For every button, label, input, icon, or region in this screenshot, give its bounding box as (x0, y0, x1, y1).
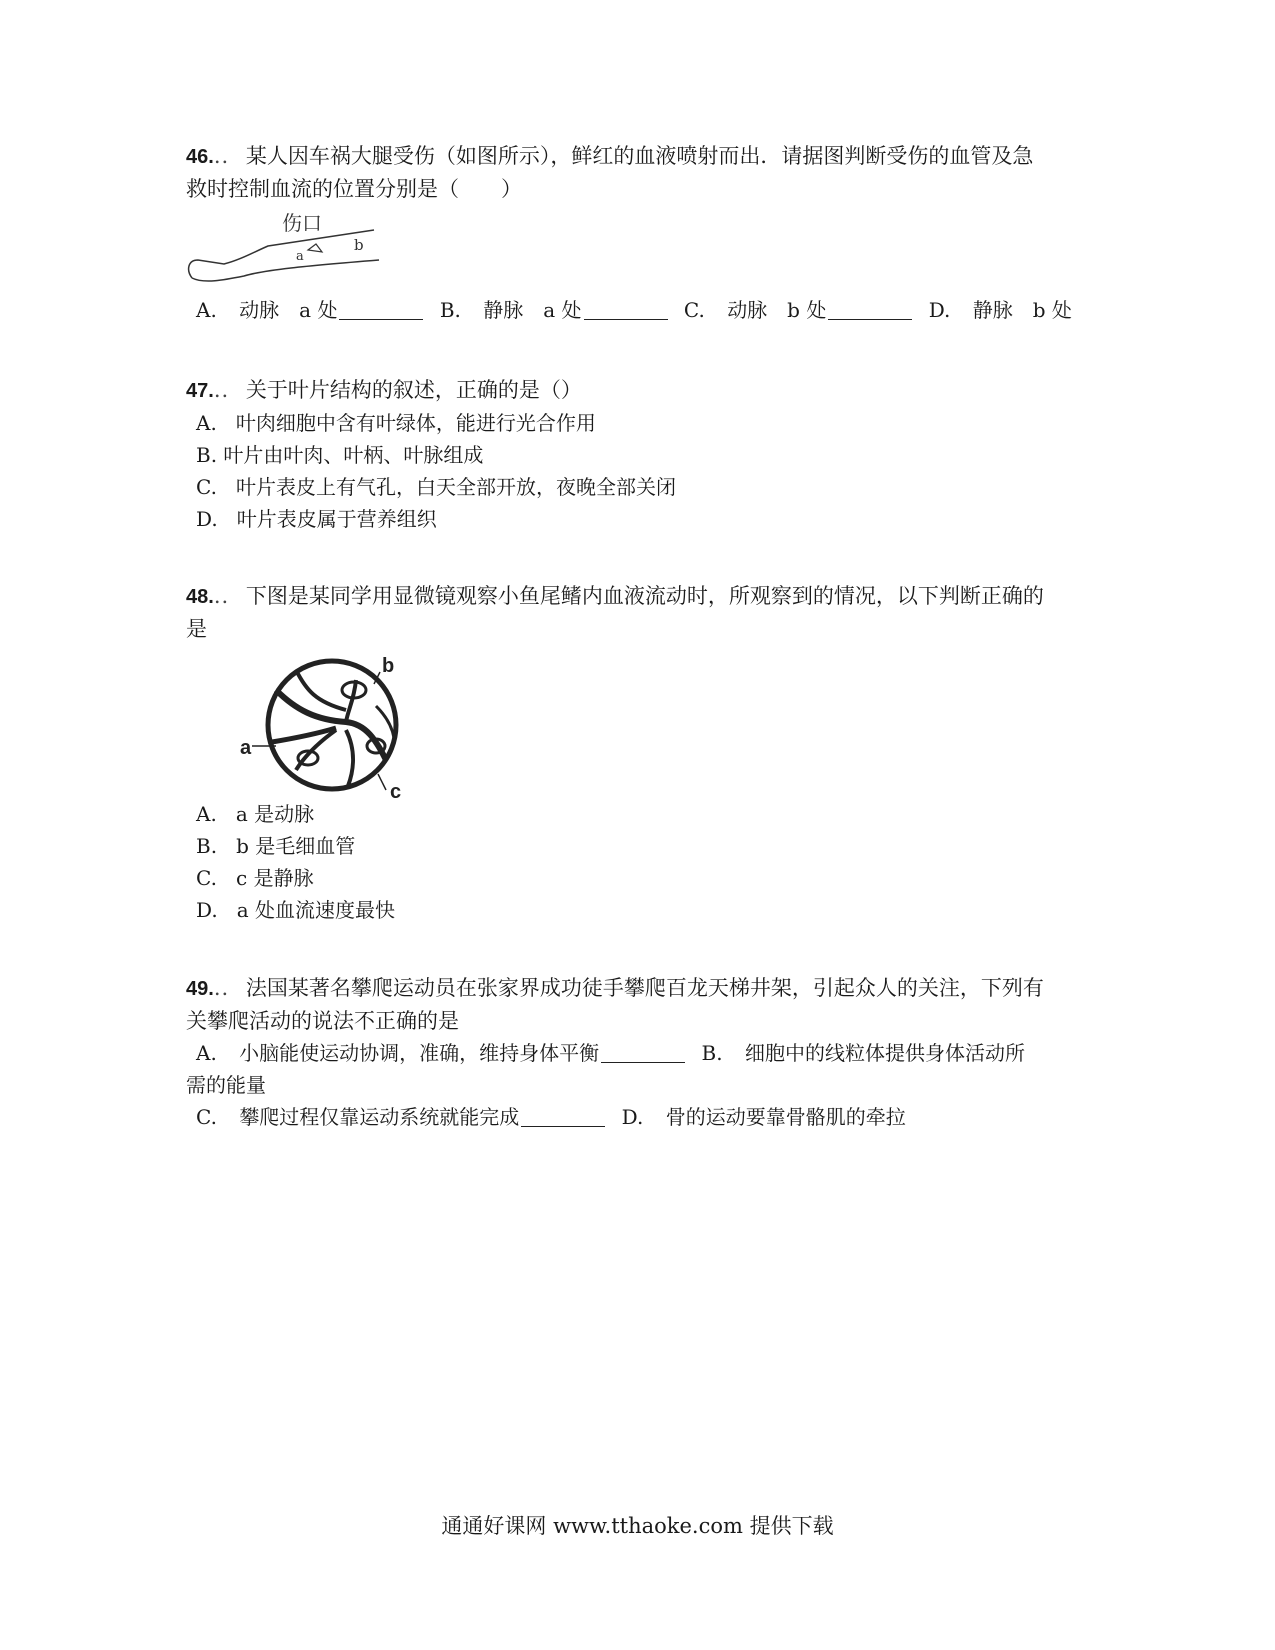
option-b-label: B. (439, 298, 461, 322)
question-number: 48. (186, 586, 214, 608)
option-a-label: A. (196, 1041, 217, 1065)
label-c: c (390, 781, 402, 800)
answer-blank (601, 1042, 685, 1063)
option-b: B. b 是毛细血管 (196, 834, 356, 858)
option-d-text: 骨的运动要靠骨骼肌的牵拉 (665, 1105, 906, 1129)
option-c: C. 叶片表皮上有气孔，白天全部开放，夜晚全部关闭 (196, 475, 677, 499)
question-48 (186, 580, 1086, 645)
question-number: 47. (186, 380, 214, 402)
answer-blank (339, 299, 423, 320)
option-b-text: 细胞中的线粒体提供身体活动所 (744, 1041, 1025, 1065)
option-d-label: D. (928, 298, 951, 322)
question-stem: 下图是某同学用显微镜观察小鱼尾鳍内血液流动时，所观察到的情况，以下判断正确的 (245, 584, 1044, 608)
question-stem-cont: 关攀爬活动的说法不正确的是 (186, 1009, 459, 1033)
answer-blank (584, 299, 668, 320)
question-stem-cont: 救时控制血流的位置分别是（ ） (186, 177, 522, 201)
label-b: b (354, 236, 364, 254)
option-b-label: B. (701, 1041, 723, 1065)
label-b: b (382, 655, 395, 677)
option-d-label: D. (621, 1105, 644, 1129)
options-row-2 (186, 1101, 1086, 1133)
question-49 (186, 972, 1086, 1133)
option-a-label: A. (196, 298, 217, 322)
question-stem-cont: 是 (186, 617, 207, 641)
answer-blank (828, 299, 912, 320)
question-stem: 某人因车祸大腿受伤（如图所示），鲜红的血液喷射而出．请据图判断受伤的血管及急 (245, 144, 1034, 168)
option-d: D. 叶片表皮属于营养组织 (196, 507, 437, 531)
question-number: 46. (186, 146, 214, 168)
option-a-text: 动脉 a 处 (239, 298, 338, 322)
question-dots: .. (213, 584, 230, 608)
question-stem: 关于叶片结构的叙述，正确的是（） (245, 378, 582, 402)
option-c-text: 动脉 b 处 (727, 298, 827, 322)
option-c-text: 攀爬过程仅靠运动系统就能完成 (239, 1105, 520, 1129)
option-d-text: 静脉 b 处 (972, 298, 1072, 322)
question-47 (186, 374, 1086, 535)
question-number: 49. (186, 978, 214, 1000)
option-c-label: C. (683, 298, 705, 322)
label-a: a (296, 249, 304, 264)
leg-wound-figure (184, 208, 394, 290)
label-a: a (240, 737, 252, 759)
question-dots: .. (213, 144, 230, 168)
question-dots: .. (213, 378, 230, 402)
option-a: A. 叶肉细胞中含有叶绿体，能进行光合作用 (196, 411, 596, 435)
options-row-1 (186, 1037, 1086, 1069)
options-row (186, 294, 1086, 326)
option-d: D. a 处血流速度最快 (196, 898, 396, 922)
page-footer: 通通好课网 www.tthaoke.com 提供下载 (441, 1514, 834, 1538)
option-b-text: 静脉 a 处 (483, 298, 582, 322)
option-c-label: C. (196, 1105, 217, 1129)
wound-label: 伤口 (282, 211, 322, 235)
question-dots: .. (213, 976, 230, 1000)
option-c: C. c 是静脉 (196, 866, 314, 890)
option-b-continued: 需的能量 (186, 1073, 266, 1097)
option-b: B. 叶片由叶肉、叶柄、叶脉组成 (196, 443, 484, 467)
question-stem: 法国某著名攀爬运动员在张家界成功徒手攀爬百龙天梯井架，引起众人的关注，下列有 (245, 976, 1044, 1000)
option-a-text: 小脑能使运动协调，准确，维持身体平衡 (239, 1041, 600, 1065)
fish-tail-blood-vessel-figure (236, 650, 446, 800)
answer-blank (521, 1106, 605, 1127)
option-a: A. a 是动脉 (196, 802, 315, 826)
question-46 (186, 140, 1086, 205)
